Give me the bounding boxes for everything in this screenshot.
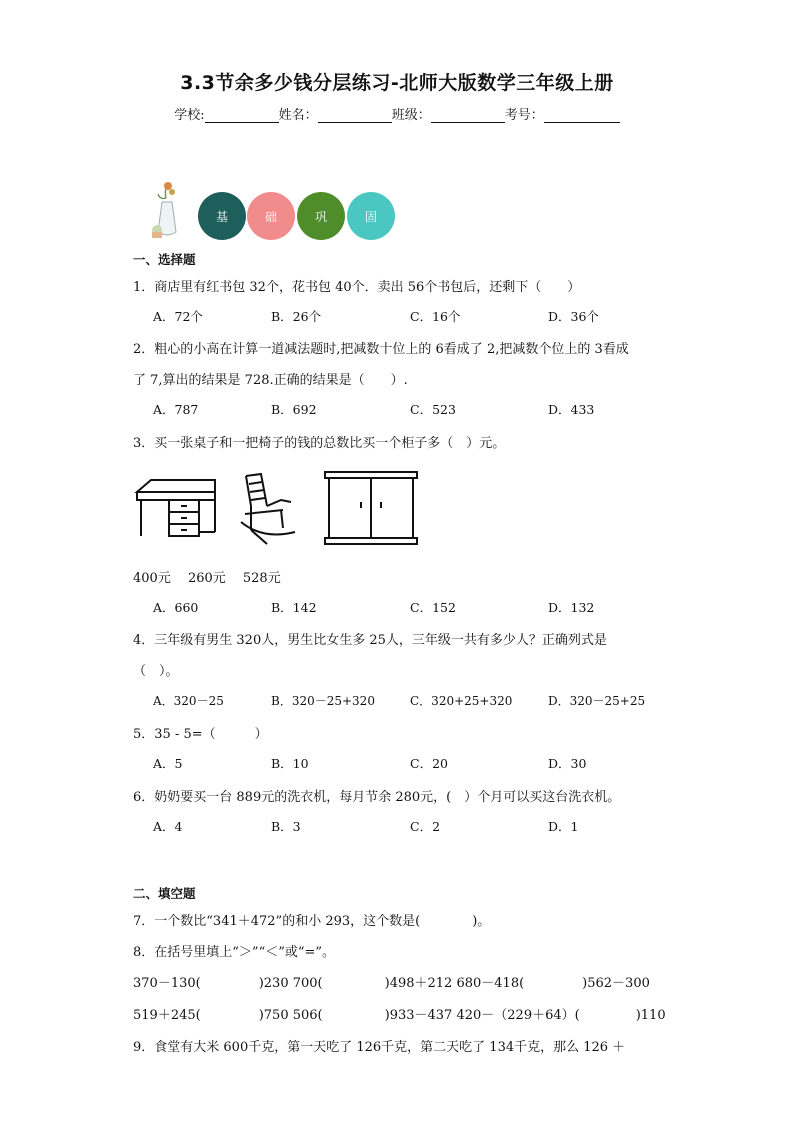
q6-option-c[interactable]: C．2 — [410, 819, 441, 834]
q3-option-a[interactable]: A．660 — [153, 600, 199, 615]
section-heading-choice: 一、选择题 — [133, 252, 196, 267]
q8-r1-expr1: 370－130( — [133, 976, 201, 991]
q6-option-d[interactable]: D．1 — [548, 819, 579, 834]
question-2-line1: 2．粗心的小高在计算一道减法题时,把减数十位上的 6看成了 2,把减数个位上的 3看成 — [133, 342, 629, 357]
q8-r1-expr2: 700( — [292, 976, 323, 991]
q1-option-d[interactable]: D．36个 — [548, 309, 599, 324]
question-5: 5．35 - 5=（ ） — [133, 727, 268, 742]
school-label: 学校: — [174, 108, 205, 123]
vase-decoration-icon — [148, 180, 188, 240]
class-label: 班级： — [391, 108, 431, 123]
q8-r1-expr3: 680－418( — [456, 976, 525, 991]
q5-option-c[interactable]: C．20 — [410, 756, 448, 771]
q8-r1-expr3b: )562－300 — [582, 976, 650, 991]
q6-option-b[interactable]: B．3 — [271, 819, 301, 834]
question-6: 6．奶奶要买一台 889元的洗衣机，每月节余 280元，( ）个月可以买这台洗衣机。 — [133, 790, 621, 805]
question-4-line2: （ ）。 — [133, 664, 179, 679]
q8-r2-expr1b: )750 — [258, 1008, 289, 1023]
q8-r2-expr2b: )933－437 — [384, 1008, 453, 1023]
rocking-chair-icon — [241, 474, 295, 544]
question-3: 3．买一张桌子和一把椅子的钱的总数比买一个柜子多（ ）元。 — [133, 436, 506, 451]
q3-prices: 400元 260元 528元 — [133, 571, 281, 586]
q4-option-b[interactable]: B．320－25+320 — [271, 694, 375, 708]
school-blank[interactable] — [205, 108, 279, 123]
q2-option-c[interactable]: C．523 — [410, 402, 456, 417]
badge-chu: 础 — [247, 192, 295, 240]
page-title: 3.3节余多少钱分层练习-北师大版数学三年级上册 — [180, 72, 614, 94]
q4-option-c[interactable]: C．320+25+320 — [410, 694, 513, 708]
question-1: 1．商店里有红书包 32个，花书包 40个．卖出 56个书包后，还剩下（ ） — [133, 280, 581, 295]
badge-gu: 固 — [347, 192, 395, 240]
q4-option-a[interactable]: A．320－25 — [153, 694, 224, 708]
q2-option-b[interactable]: B．692 — [271, 402, 317, 417]
q8-r2-expr3b: )110 — [635, 1008, 666, 1023]
q1-option-b[interactable]: B．26个 — [271, 309, 322, 324]
question-2-line2: 了 7,算出的结果是 728.正确的结果是（ ）. — [133, 373, 408, 388]
section-heading-fill: 二、填空题 — [133, 886, 196, 901]
cabinet-icon — [325, 472, 417, 544]
desk-icon — [137, 480, 215, 536]
student-info-line — [0, 104, 794, 123]
q8-r1-expr1b: )230 — [258, 976, 289, 991]
q8-r2-expr3: 420－（229＋64）( — [456, 1008, 580, 1023]
q8-r2-expr1: 519＋245( — [133, 1008, 201, 1023]
q5-option-a[interactable]: A．5 — [153, 756, 183, 771]
q5-option-d[interactable]: D．30 — [548, 756, 587, 771]
q6-option-a[interactable]: A．4 — [153, 819, 183, 834]
q3-option-d[interactable]: D．132 — [548, 600, 595, 615]
q5-option-b[interactable]: B．10 — [271, 756, 309, 771]
question-8: 8．在括号里填上“＞”“＜”或“=”。 — [133, 945, 336, 960]
number-label: 考号： — [504, 108, 544, 123]
question-4-line1: 4．三年级有男生 320人，男生比女生多 25人，三年级一共有多少人？正确列式是 — [133, 633, 607, 648]
number-blank[interactable] — [544, 108, 620, 123]
q1-option-a[interactable]: A．72个 — [153, 309, 203, 324]
q3-option-b[interactable]: B．142 — [271, 600, 317, 615]
q8-r1-expr2b: )498＋212 — [384, 976, 453, 991]
q1-option-c[interactable]: C．16个 — [410, 309, 461, 324]
badge-ji: 基 — [198, 192, 246, 240]
question-9: 9．食堂有大米 600千克，第一天吃了 126千克，第二天吃了 134千克，那么 126 ＋ — [133, 1040, 626, 1055]
q8-r2-expr2: 506( — [292, 1008, 323, 1023]
q3-option-c[interactable]: C．152 — [410, 600, 456, 615]
q2-option-d[interactable]: D．433 — [548, 402, 595, 417]
question-7: 7．一个数比“341＋472”的和小 293，这个数是( )。 — [133, 914, 491, 929]
name-blank[interactable] — [318, 108, 392, 123]
class-blank[interactable] — [431, 108, 505, 123]
q8-row-1 — [133, 972, 650, 991]
q2-option-a[interactable]: A．787 — [153, 402, 199, 417]
badge-gong: 巩 — [297, 192, 345, 240]
q8-row-2 — [133, 1004, 666, 1023]
q4-option-d[interactable]: D．320－25+25 — [548, 694, 646, 708]
name-label: 姓名： — [278, 108, 318, 123]
furniture-images — [133, 470, 423, 550]
